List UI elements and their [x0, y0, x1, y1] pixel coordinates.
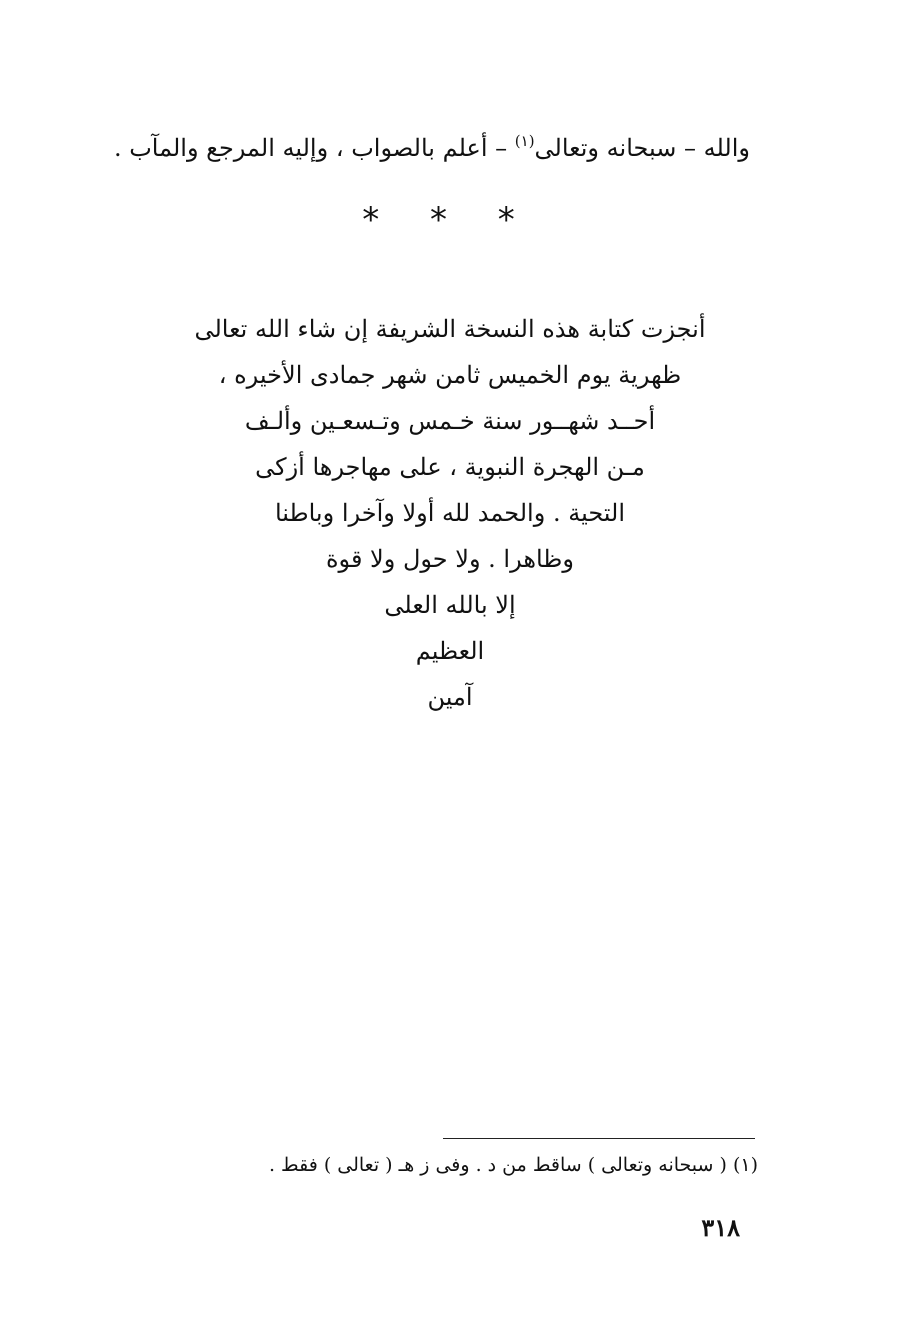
page-number: ٣١٨: [701, 1213, 740, 1242]
footnote-marker: (١): [514, 132, 535, 150]
footnote: (١) ( سبحانه وتعالى ) ساقط من د . وفى ز هـ ( تعالى ) فقط .: [268, 1154, 758, 1176]
colophon-line: العظيم: [415, 637, 485, 665]
colophon-line: إلا بالله العلى: [384, 591, 516, 619]
colophon: [150, 306, 750, 720]
footnote-divider: [443, 1138, 755, 1139]
colophon-line: أنجزت كتابة هذه النسخة الشريفة إن شاء الله تعالى: [194, 315, 706, 343]
colophon-line: أحــد شهــور سنة خـمس وتـسعـين وألـف: [244, 407, 656, 435]
colophon-line: التحية . والحمد لله أولا وآخرا وباطنا: [274, 499, 626, 527]
invocation-text-end: – أعلم بالصواب ، وإليه المرجع والمآب .: [113, 134, 515, 162]
colophon-line: ظهرية يوم الخميس ثامن شهر جمادى الأخيره ،: [218, 361, 682, 389]
invocation-text-start: والله – سبحانه وتعالى: [534, 134, 750, 162]
colophon-line: آمين: [427, 683, 473, 711]
colophon-line: مـن الهجرة النبوية ، على مهاجرها أزكى: [255, 453, 645, 481]
section-separator: * * *: [362, 200, 535, 240]
closing-invocation: [100, 128, 750, 168]
colophon-line: وظاهرا . ولا حول ولا قوة: [325, 545, 574, 573]
